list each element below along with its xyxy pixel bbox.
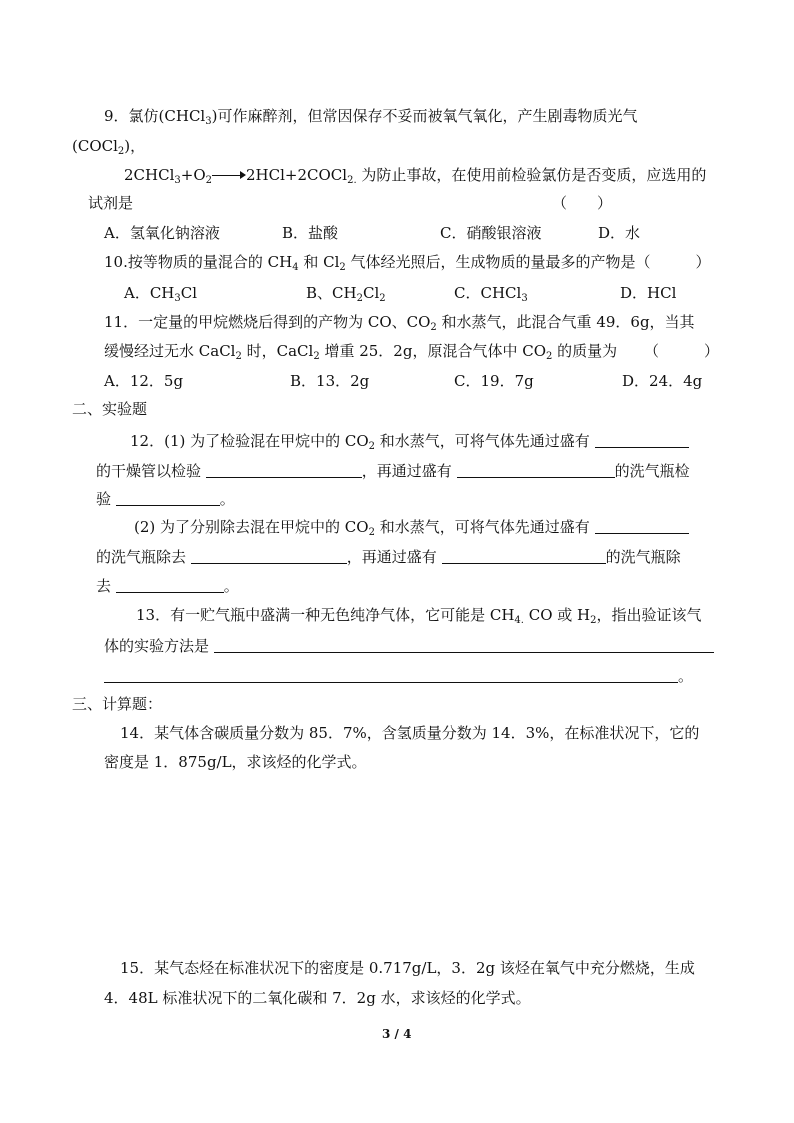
q10-stem: 10.按等物质的量混合的 $CH_4$ 和 $Cl_2$ 气体经光照后，生成物质的量最多的产物是（ ） — [104, 253, 711, 273]
q11-option-b: B．13．2g — [290, 372, 370, 390]
q9-line2: (COCl$_2$)， — [72, 137, 146, 157]
q12-line4: (2) 为了分别除去混在甲烷中的 $CO_2$ 和水蒸气，可将气体先通过盛有 — [134, 517, 689, 543]
section-heading-experiment: 二、实验题 — [72, 400, 148, 418]
q13-line1: 13．有一贮气瓶中盛满一种无色纯净气体，它可能是 $CH_{4.}$ CO 或 $H_2$，指出验证该气 — [136, 606, 702, 626]
q14-line2: 密度是 1．875g/L，求该烃的化学式。 — [104, 753, 367, 771]
q9-equation: $2CHCl_3+O_2$ 2HCl+2COCl$_{2.}$ 为防止事故，在使用前检验氯仿是否变质，应选用的 — [124, 166, 707, 186]
q9-option-c: C．硝酸银溶液 — [440, 224, 542, 242]
q12-blank-5[interactable] — [595, 519, 689, 534]
q12-blank-1[interactable] — [595, 433, 689, 448]
q11-answer-bracket: （ ） — [644, 342, 720, 360]
page-number: 3 / 4 — [382, 1027, 412, 1041]
q14-line1: 14．某气体含碳质量分数为 85．7%，含氢质量分数为 14．3%，在标准状况下，它的 — [120, 724, 700, 742]
q9-line4: 试剂是 — [88, 194, 134, 212]
q12-line5: 的洗气瓶除去 ，再通过盛有 的洗气瓶除 — [96, 548, 681, 566]
q15-line2: 4．48L 标准状况下的二氧化碳和 7．2g 水，求该烃的化学式。 — [104, 989, 531, 1007]
q9-line1: 9．氯仿(CHCl$_3$)可作麻醉剂，但常因保存不妥而被氧气氧化，产生剧毒物质光气 — [104, 107, 638, 127]
q12-line6: 去 。 — [96, 577, 239, 595]
q13-line2: 体的实验方法是 — [104, 636, 714, 656]
q9-option-b: B．盐酸 — [282, 224, 339, 242]
q12-blank-2[interactable] — [206, 463, 362, 478]
q12-blank-7[interactable] — [442, 549, 606, 564]
q11-option-a: A．12．5g — [104, 372, 184, 390]
q12-line1: 12．(1) 为了检验混在甲烷中的 $CO_2$ 和水蒸气，可将气体先通过盛有 — [130, 431, 689, 457]
q10-option-b: B、$CH_2Cl_2$ — [306, 284, 386, 304]
q13-blank-1[interactable] — [214, 638, 714, 653]
q10-option-c: C．CHCl$_3$ — [454, 284, 528, 304]
q12-line3: 验 。 — [96, 490, 235, 508]
q12-blank-8[interactable] — [116, 578, 224, 593]
q9-answer-bracket: （ ） — [552, 194, 613, 212]
q11-option-d: D．24．4g — [622, 372, 703, 390]
q11-line2: 缓慢经过无水 CaCl$_2$ 时，CaCl$_2$ 增重 25．2g，原混合气体中 $CO_2$ 的质量为 — [104, 342, 618, 362]
q12-blank-4[interactable] — [116, 491, 220, 506]
q9-option-d: D．水 — [598, 224, 641, 242]
q15-line1: 15．某气态烃在标准状况下的密度是 0.717g/L，3．2g 该烃在氧气中充分燃烧，生成 — [120, 959, 695, 977]
q13-blank-2[interactable] — [104, 668, 678, 683]
q11-option-c: C．19．7g — [454, 372, 534, 390]
q10-option-a: A．$CH_3Cl$ — [124, 284, 198, 304]
section-heading-calculation: 三、计算题： — [72, 695, 163, 713]
q10-option-d: D．HCl — [620, 284, 677, 302]
q9-option-a: A．氢氧化钠溶液 — [104, 224, 220, 242]
q12-blank-6[interactable] — [191, 549, 347, 564]
q12-blank-3[interactable] — [457, 463, 615, 478]
q11-line1: 11．一定量的甲烷燃烧后得到的产物为 CO、$CO_2$ 和水蒸气，此混合气重 49．6g，当其 — [104, 313, 695, 333]
reaction-arrow-icon — [212, 170, 246, 180]
q12-line2: 的干燥管以检验 ，再通过盛有 的洗气瓶检 — [96, 462, 690, 480]
q13-line3: 。 — [104, 666, 693, 686]
